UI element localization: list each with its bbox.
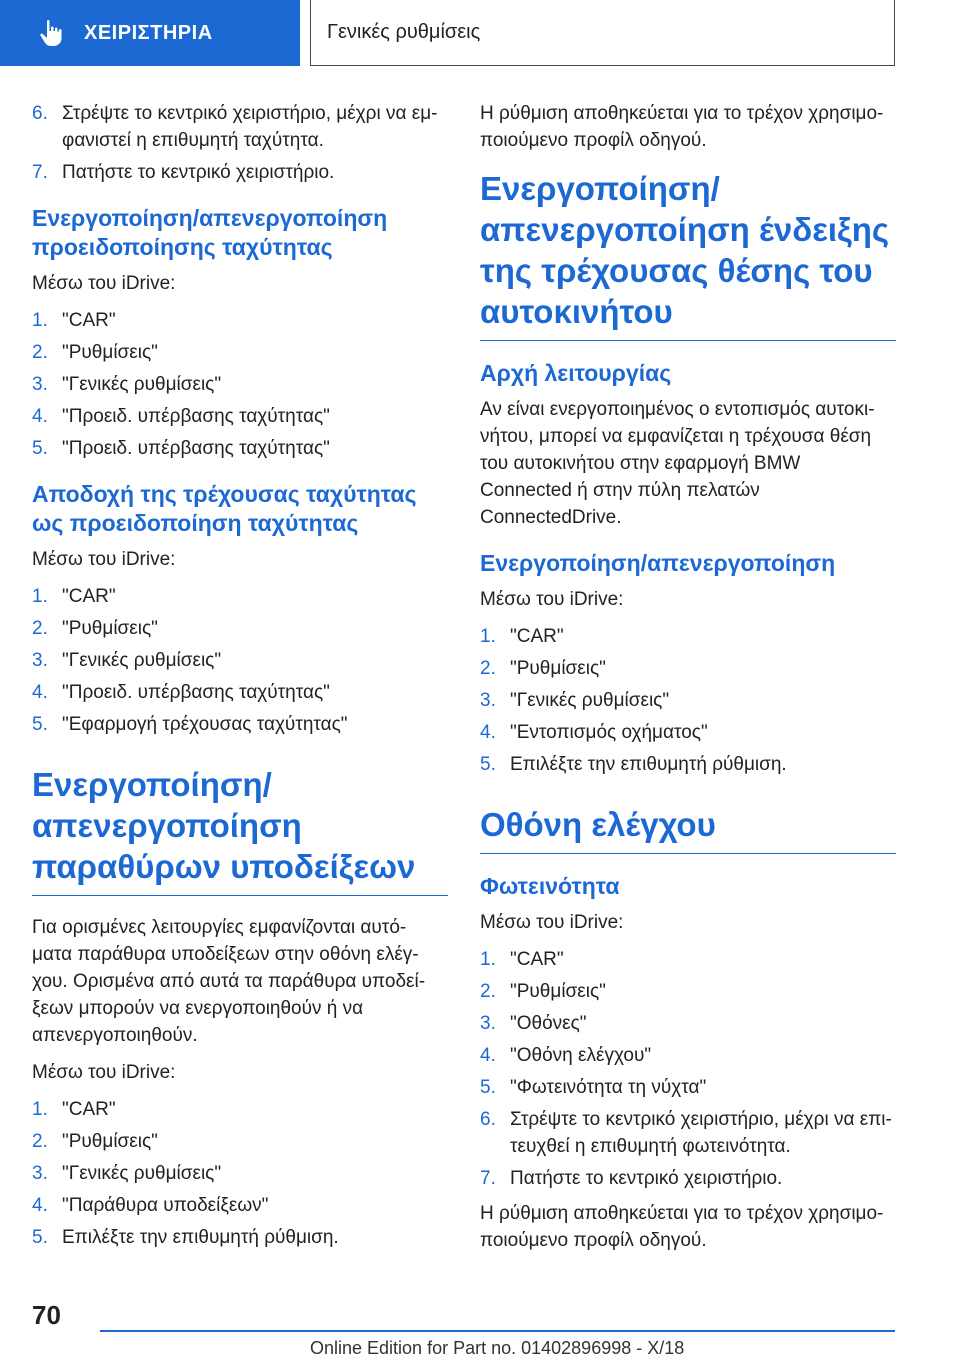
speed-warning-steps	[32, 307, 448, 462]
profile-saved-note: Η ρύθμιση αποθηκεύεται για το τρέχον χρησιμο‐ ποιούμενο προφίλ οδηγού.	[480, 1203, 884, 1251]
steps-list-continued	[32, 100, 448, 186]
list-item: 6. Στρέψτε το κεντρικό χειριστήριο, μέχρι να εμ‐ φανιστεί η επιθυμητή ταχύτητα.	[32, 103, 438, 151]
tab-controls[interactable]	[0, 0, 300, 66]
hand-pointer-icon	[36, 18, 66, 48]
right-column	[480, 100, 896, 1264]
activate-deactivate-heading: Ενεργοποίηση/απενεργοποίηση	[480, 550, 836, 576]
list-item: 5. "Προειδ. υπέρβασης ταχύτητας"	[32, 438, 330, 459]
vehicle-location-heading: Ενεργοποίηση/ απενεργοποίηση ένδειξης της τρέχουσας θέσης του αυτοκινήτου	[480, 168, 896, 341]
vehicle-location-steps	[480, 623, 896, 778]
page-header	[0, 0, 960, 66]
list-item: 5. Επιλέξτε την επιθυμητή ρύθμιση.	[480, 754, 787, 775]
list-item: 1. "CAR"	[480, 949, 564, 970]
list-item: 2. "Ρυθμίσεις"	[32, 618, 158, 639]
idrive-intro: Μέσω του iDrive:	[480, 912, 624, 933]
list-item: 2. "Ρυθμίσεις"	[480, 981, 606, 1002]
list-item: 4. "Προειδ. υπέρβασης ταχύτητας"	[32, 406, 330, 427]
page-number: 70	[32, 1300, 61, 1330]
idrive-intro: Μέσω του iDrive:	[32, 549, 176, 570]
list-item: 3. "Οθόνες"	[480, 1013, 587, 1034]
idrive-intro: Μέσω του iDrive:	[32, 273, 176, 294]
list-item: 4. "Παράθυρα υποδείξεων"	[32, 1195, 269, 1216]
list-item: 1. "CAR"	[32, 586, 116, 607]
left-column	[32, 100, 448, 1259]
list-item: 7. Πατήστε το κεντρικό χειριστήριο.	[32, 162, 335, 183]
list-item: 6. Στρέψτε το κεντρικό χειριστήριο, μέχρι να επι‐ τευχθεί η επιθυμητή φωτεινότητα.	[480, 1109, 892, 1157]
vehicle-location-description: Αν είναι ενεργοποιημένος ο εντοπισμός αυτοκι‐ νήτου, μπορεί να εμφανίζεται η τρέχουσα θέση του αυτοκινήτου στην εφαρμογή BMW Connected ή στην πύλη πελατών ConnectedDrive.	[480, 399, 875, 528]
accept-speed-heading: Αποδοχή της τρέχουσας ταχύτητας ως προειδοποίηση ταχύτητας	[32, 481, 417, 536]
edition-note: Online Edition for Part no. 01402896998 - X/18	[310, 1338, 685, 1358]
principle-heading: Αρχή λειτουργίας	[480, 360, 672, 386]
idrive-intro: Μέσω του iDrive:	[480, 589, 624, 610]
list-item: 3. "Γενικές ρυθμίσεις"	[32, 374, 222, 395]
list-item: 3. "Γενικές ρυθμίσεις"	[32, 1163, 222, 1184]
list-item: 5. Επιλέξτε την επιθυμητή ρύθμιση.	[32, 1227, 339, 1248]
footer-divider	[100, 1330, 895, 1332]
hint-windows-heading: Ενεργοποίηση/ απενεργοποίηση παραθύρων υποδείξεων	[32, 764, 448, 896]
tab-controls-label: ΧΕΙΡΙΣΤΗΡΙΑ	[84, 21, 213, 44]
page-footer	[0, 1290, 960, 1362]
accept-speed-steps	[32, 583, 448, 738]
list-item: 4. "Προειδ. υπέρβασης ταχύτητας"	[32, 682, 330, 703]
list-item: 7. Πατήστε το κεντρικό χειριστήριο.	[480, 1168, 783, 1189]
list-item: 5. "Εφαρμογή τρέχουσας ταχύτητας"	[32, 714, 348, 735]
list-item: 1. "CAR"	[32, 310, 116, 331]
control-display-heading: Οθόνη ελέγχου	[480, 804, 896, 854]
profile-saved-note: Η ρύθμιση αποθηκεύεται για το τρέχον χρησιμο‐ ποιούμενο προφίλ οδηγού.	[480, 103, 884, 151]
list-item: 2. "Ρυθμίσεις"	[32, 1131, 158, 1152]
idrive-intro: Μέσω του iDrive:	[32, 1062, 176, 1083]
section-title: Γενικές ρυθμίσεις	[327, 21, 481, 43]
list-item: 4. "Οθόνη ελέγχου"	[480, 1045, 652, 1066]
list-item: 1. "CAR"	[32, 1099, 116, 1120]
hint-windows-steps	[32, 1096, 448, 1251]
brightness-steps	[480, 946, 896, 1192]
list-item: 5. "Φωτεινότητα τη νύχτα"	[480, 1077, 707, 1098]
hint-windows-description: Για ορισμένες λειτουργίες εμφανίζονται αυτό‐ ματα παράθυρα υποδείξεων στην οθόνη ελέγ‐ χου. Ορισμένα από αυτά τα παράθυρα υποδεί‐ ξεων μπορούν να ενεργοποιηθούν ή να απενεργοποιηθούν.	[32, 917, 426, 1046]
list-item: 2. "Ρυθμίσεις"	[32, 342, 158, 363]
list-item: 3. "Γενικές ρυθμίσεις"	[32, 650, 222, 671]
list-item: 1. "CAR"	[480, 626, 564, 647]
list-item: 2. "Ρυθμίσεις"	[480, 658, 606, 679]
tab-general-settings[interactable]	[310, 0, 895, 66]
speed-warning-heading: Ενεργοποίηση/απενεργοποίηση προειδοποίησης ταχύτητας	[32, 205, 388, 260]
list-item: 3. "Γενικές ρυθμίσεις"	[480, 690, 670, 711]
brightness-heading: Φωτεινότητα	[480, 873, 620, 899]
list-item: 4. "Εντοπισμός οχήματος"	[480, 722, 708, 743]
